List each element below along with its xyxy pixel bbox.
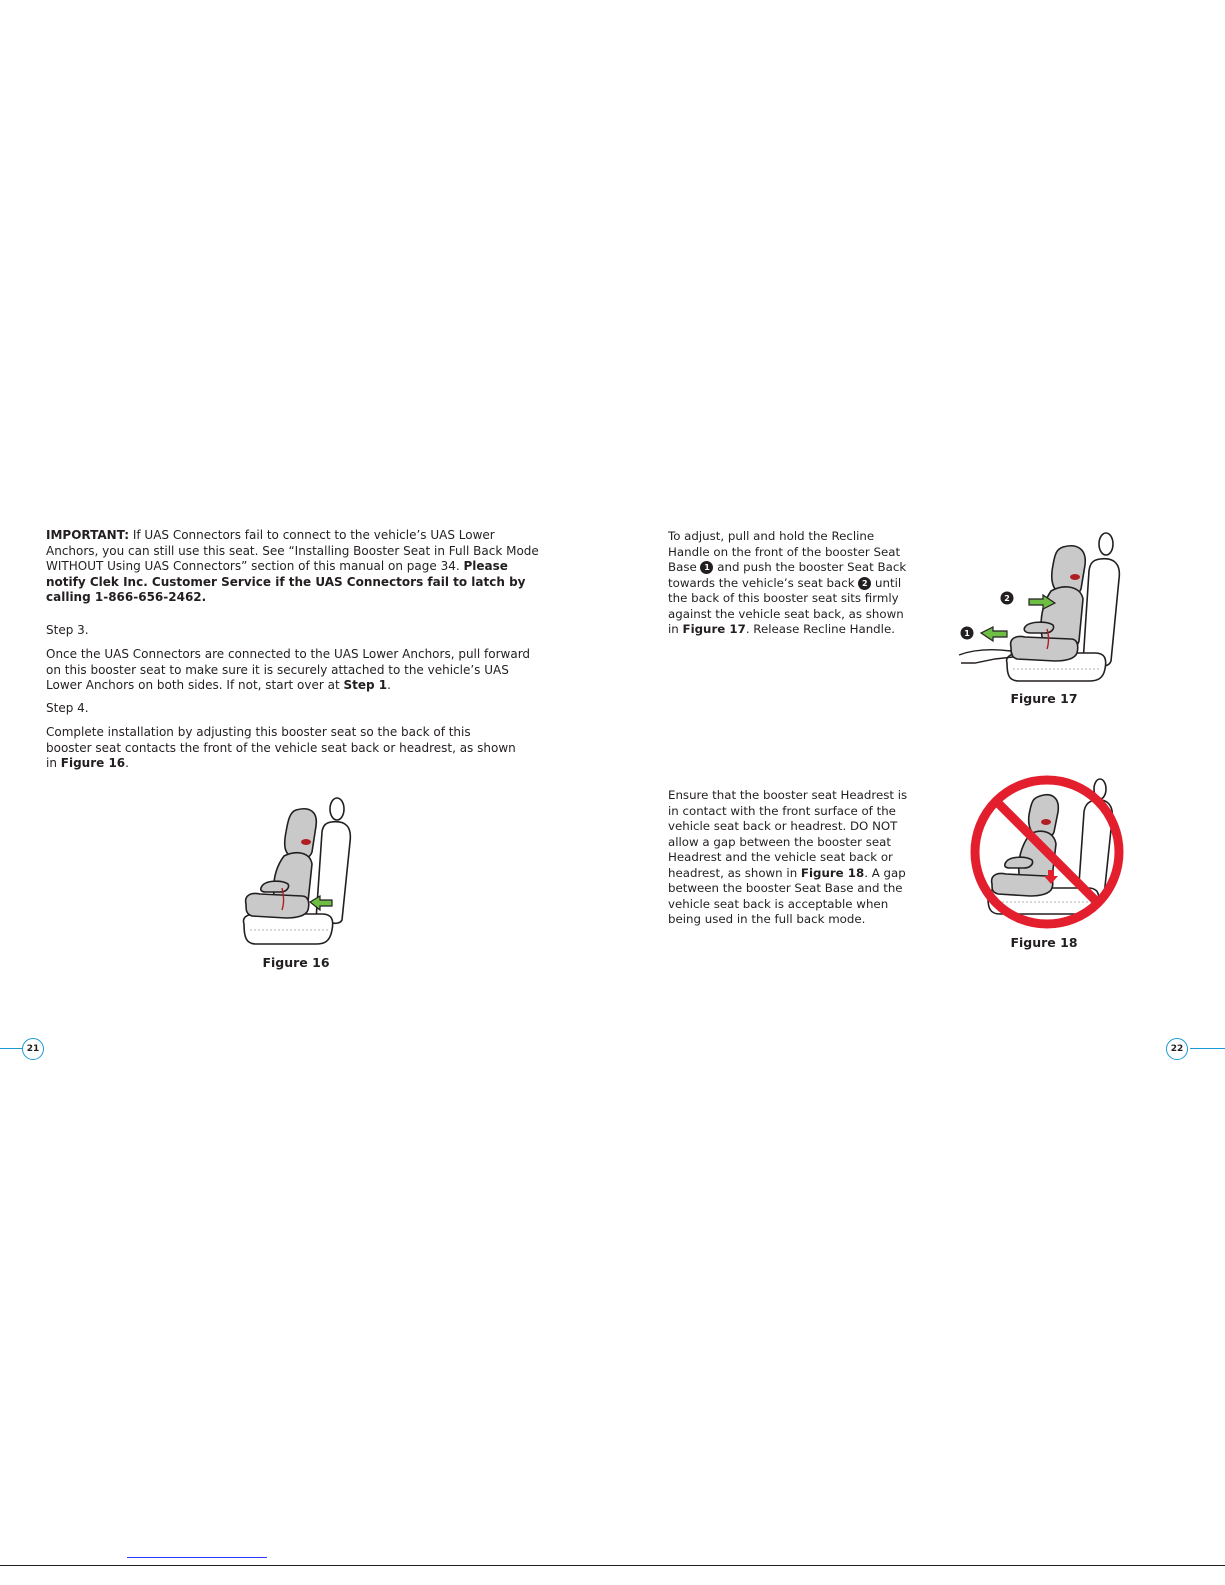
important-notice xyxy=(46,528,546,606)
recline-text-1: To adjust, pull and hold the Recline Handle on the front of the booster Seat Base xyxy=(668,529,901,574)
page-number-21 xyxy=(0,1038,60,1060)
step-3-ref: Step 1 xyxy=(343,678,388,692)
important-bold-text: Please notify Clek Inc. Customer Service if the UAS Connectors fail to latch by calling 1-866-656-2462. xyxy=(46,559,526,604)
step-3-body: Once the UAS Connectors are connected to the UAS Lower Anchors, pull forward on this booster seat to make sure it is securely attached to the vehicle’s UAS Lower Anchors on both sides. If not, start over at xyxy=(46,647,531,692)
step-3-heading: Step 3. xyxy=(46,623,89,637)
recline-instructions xyxy=(668,529,908,638)
page-number-22-value: 22 xyxy=(1166,1038,1188,1060)
figure-16-caption: Figure 16 xyxy=(262,955,330,970)
figure-17-badge-1: 1 xyxy=(964,629,970,638)
figure-17-badge-2: 2 xyxy=(1004,594,1010,603)
figure-18-illustration xyxy=(966,774,1128,930)
figure-17-caption: Figure 17 xyxy=(1010,691,1078,706)
page-number-22 xyxy=(1160,1038,1225,1060)
step-4-text xyxy=(46,725,516,772)
recline-text-3: until the back of this booster seat sits firmly against the vehicle seat back, as shown in xyxy=(668,575,904,636)
step-4-heading: Step 4. xyxy=(46,701,89,715)
headrest-instructions xyxy=(668,788,908,928)
figure-18-caption: Figure 18 xyxy=(1010,935,1078,950)
recline-ref: Figure 17 xyxy=(682,622,746,636)
bottom-link-underline xyxy=(127,1557,267,1558)
step-4-end: . xyxy=(125,756,129,770)
page-number-21-value: 21 xyxy=(22,1038,44,1060)
step-3-end: . xyxy=(387,678,391,692)
bottom-rule xyxy=(0,1565,1225,1566)
figure-17-illustration xyxy=(955,523,1130,688)
figure-16-illustration xyxy=(236,792,356,952)
step-4-ref: Figure 16 xyxy=(60,756,126,770)
step-3-text xyxy=(46,647,546,694)
recline-text-4: . Release Recline Handle. xyxy=(745,622,895,636)
recline-text-2: and push the booster Seat Back towards the vehicle’s seat back xyxy=(668,560,907,590)
step-4-body: Complete installation by adjusting this booster seat so the back of this booster seat contacts the front of the vehicle seat back or headrest, as shown in xyxy=(46,725,516,770)
headrest-ref: Figure 18 xyxy=(800,865,865,880)
badge-2-icon: 2 xyxy=(858,577,871,590)
important-text: If UAS Connectors fail to connect to the vehicle’s UAS Lower Anchors, you can still use this seat. See “Installing Booster Seat in Full Back Mode WITHOUT Using UAS Connectors” section of this manual on page 34. xyxy=(46,528,539,573)
headrest-text-1: Ensure that the booster seat Headrest is in contact with the front surface of the vehicle seat back or headrest. DO NOT allow a gap between the booster seat Headrest and the vehicle seat back or headrest, as shown in xyxy=(668,788,908,880)
badge-1-icon: 1 xyxy=(700,561,713,574)
important-label: IMPORTANT: xyxy=(46,528,130,542)
headrest-text-2: . A gap between the booster Seat Base and the vehicle seat back is acceptable when being used in the full back mode. xyxy=(668,865,906,926)
